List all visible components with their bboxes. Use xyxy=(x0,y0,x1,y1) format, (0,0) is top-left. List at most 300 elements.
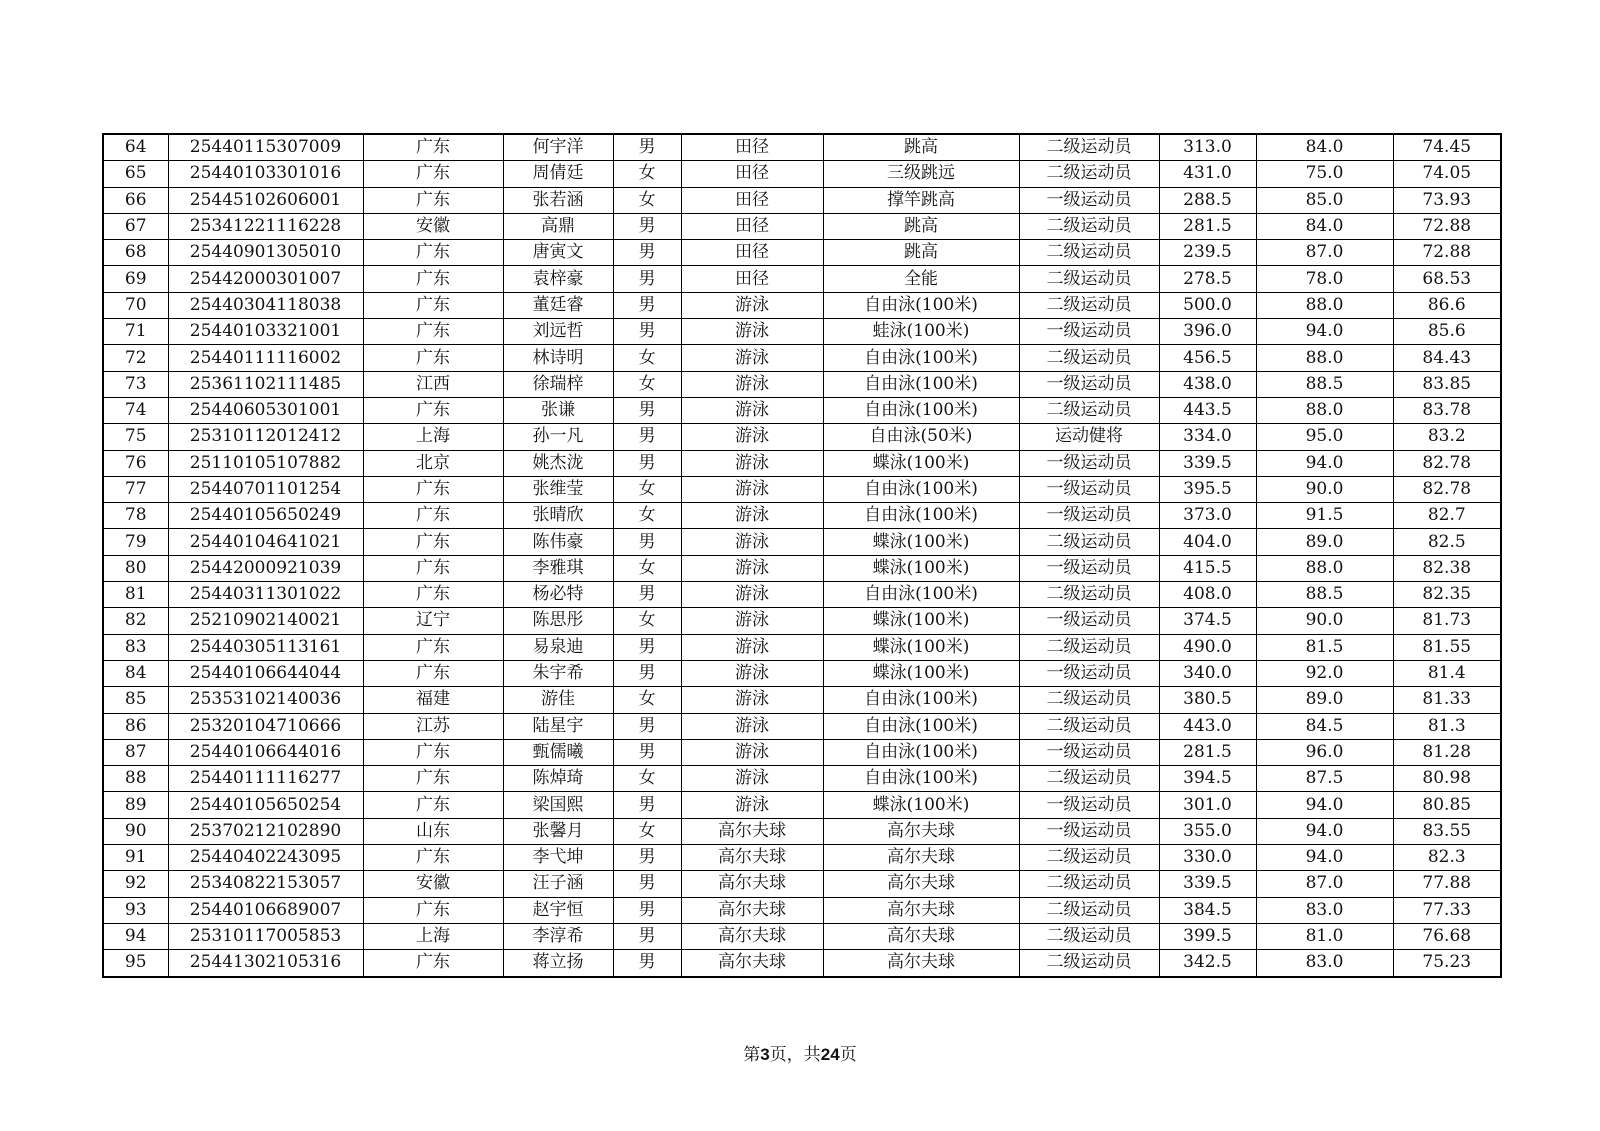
gender-cell: 女 xyxy=(613,555,681,581)
name-cell: 陈思彤 xyxy=(503,608,613,634)
name-cell: 张晴欣 xyxy=(503,503,613,529)
event-cell: 蝶泳(100米) xyxy=(823,450,1019,476)
final-score-cell: 82.7 xyxy=(1393,503,1501,529)
id-number-cell: 25440106644044 xyxy=(168,660,363,686)
sport-cell: 游泳 xyxy=(681,713,823,739)
id-number-cell: 25440105650254 xyxy=(168,792,363,818)
table-row xyxy=(103,555,1501,581)
province-cell: 广东 xyxy=(363,319,503,345)
footer-suffix: 页 xyxy=(839,1045,857,1065)
sport-cell: 游泳 xyxy=(681,292,823,318)
test-score-cell: 94.0 xyxy=(1256,792,1393,818)
row-number-cell: 64 xyxy=(103,134,168,161)
name-cell: 董廷睿 xyxy=(503,292,613,318)
gender-cell: 男 xyxy=(613,240,681,266)
event-cell: 自由泳(100米) xyxy=(823,345,1019,371)
table-row xyxy=(103,950,1501,977)
score-cell: 355.0 xyxy=(1159,818,1256,844)
test-score-cell: 83.0 xyxy=(1256,950,1393,977)
sport-cell: 田径 xyxy=(681,240,823,266)
id-number-cell: 25442000921039 xyxy=(168,555,363,581)
gender-cell: 男 xyxy=(613,424,681,450)
sport-cell: 游泳 xyxy=(681,687,823,713)
table-row xyxy=(103,582,1501,608)
athlete-level-cell: 二级运动员 xyxy=(1019,397,1159,423)
gender-cell: 男 xyxy=(613,397,681,423)
row-number-cell: 91 xyxy=(103,845,168,871)
event-cell: 自由泳(100米) xyxy=(823,503,1019,529)
score-cell: 490.0 xyxy=(1159,634,1256,660)
sport-cell: 田径 xyxy=(681,266,823,292)
province-cell: 广东 xyxy=(363,555,503,581)
table-row xyxy=(103,345,1501,371)
id-number-cell: 25440605301001 xyxy=(168,397,363,423)
event-cell: 高尔夫球 xyxy=(823,897,1019,923)
score-cell: 313.0 xyxy=(1159,134,1256,161)
athlete-level-cell: 一级运动员 xyxy=(1019,739,1159,765)
province-cell: 广东 xyxy=(363,476,503,502)
name-cell: 易泉迪 xyxy=(503,634,613,660)
name-cell: 李弋坤 xyxy=(503,845,613,871)
results-table xyxy=(102,133,1502,978)
final-score-cell: 85.6 xyxy=(1393,319,1501,345)
final-score-cell: 84.43 xyxy=(1393,345,1501,371)
final-score-cell: 80.85 xyxy=(1393,792,1501,818)
province-cell: 广东 xyxy=(363,792,503,818)
score-cell: 281.5 xyxy=(1159,739,1256,765)
sport-cell: 游泳 xyxy=(681,397,823,423)
row-number-cell: 92 xyxy=(103,871,168,897)
name-cell: 游佳 xyxy=(503,687,613,713)
test-score-cell: 81.0 xyxy=(1256,923,1393,949)
table-row xyxy=(103,187,1501,213)
table-row xyxy=(103,608,1501,634)
sport-cell: 田径 xyxy=(681,187,823,213)
sport-cell: 游泳 xyxy=(681,424,823,450)
gender-cell: 男 xyxy=(613,792,681,818)
table-row xyxy=(103,792,1501,818)
sport-cell: 田径 xyxy=(681,213,823,239)
event-cell: 蝶泳(100米) xyxy=(823,634,1019,660)
sport-cell: 高尔夫球 xyxy=(681,950,823,977)
sport-cell: 游泳 xyxy=(681,660,823,686)
province-cell: 广东 xyxy=(363,397,503,423)
final-score-cell: 77.88 xyxy=(1393,871,1501,897)
final-score-cell: 72.88 xyxy=(1393,213,1501,239)
id-number-cell: 25210902140021 xyxy=(168,608,363,634)
province-cell: 安徽 xyxy=(363,871,503,897)
event-cell: 全能 xyxy=(823,266,1019,292)
final-score-cell: 83.55 xyxy=(1393,818,1501,844)
event-cell: 蝶泳(100米) xyxy=(823,792,1019,818)
test-score-cell: 91.5 xyxy=(1256,503,1393,529)
province-cell: 北京 xyxy=(363,450,503,476)
id-number-cell: 25440106689007 xyxy=(168,897,363,923)
name-cell: 蒋立扬 xyxy=(503,950,613,977)
row-number-cell: 94 xyxy=(103,923,168,949)
name-cell: 张馨月 xyxy=(503,818,613,844)
score-cell: 404.0 xyxy=(1159,529,1256,555)
test-score-cell: 92.0 xyxy=(1256,660,1393,686)
athlete-level-cell: 二级运动员 xyxy=(1019,582,1159,608)
athlete-level-cell: 二级运动员 xyxy=(1019,713,1159,739)
id-number-cell: 25440103301016 xyxy=(168,161,363,187)
score-cell: 278.5 xyxy=(1159,266,1256,292)
athlete-level-cell: 二级运动员 xyxy=(1019,529,1159,555)
score-cell: 330.0 xyxy=(1159,845,1256,871)
name-cell: 朱宇希 xyxy=(503,660,613,686)
final-score-cell: 75.23 xyxy=(1393,950,1501,977)
score-cell: 342.5 xyxy=(1159,950,1256,977)
id-number-cell: 25441302105316 xyxy=(168,950,363,977)
id-number-cell: 25353102140036 xyxy=(168,687,363,713)
athlete-level-cell: 二级运动员 xyxy=(1019,897,1159,923)
athlete-level-cell: 一级运动员 xyxy=(1019,450,1159,476)
gender-cell: 男 xyxy=(613,845,681,871)
test-score-cell: 90.0 xyxy=(1256,608,1393,634)
id-number-cell: 25440106644016 xyxy=(168,739,363,765)
row-number-cell: 76 xyxy=(103,450,168,476)
id-number-cell: 25440103321001 xyxy=(168,319,363,345)
test-score-cell: 85.0 xyxy=(1256,187,1393,213)
province-cell: 广东 xyxy=(363,240,503,266)
score-cell: 438.0 xyxy=(1159,371,1256,397)
table-row xyxy=(103,424,1501,450)
score-cell: 288.5 xyxy=(1159,187,1256,213)
gender-cell: 女 xyxy=(613,345,681,371)
gender-cell: 男 xyxy=(613,134,681,161)
event-cell: 自由泳(100米) xyxy=(823,397,1019,423)
province-cell: 上海 xyxy=(363,923,503,949)
score-cell: 380.5 xyxy=(1159,687,1256,713)
athlete-level-cell: 一级运动员 xyxy=(1019,371,1159,397)
test-score-cell: 78.0 xyxy=(1256,266,1393,292)
name-cell: 林诗明 xyxy=(503,345,613,371)
name-cell: 陆星宇 xyxy=(503,713,613,739)
id-number-cell: 25440104641021 xyxy=(168,529,363,555)
table-row xyxy=(103,660,1501,686)
athlete-level-cell: 运动健将 xyxy=(1019,424,1159,450)
sport-cell: 游泳 xyxy=(681,503,823,529)
athlete-level-cell: 二级运动员 xyxy=(1019,240,1159,266)
score-cell: 408.0 xyxy=(1159,582,1256,608)
name-cell: 杨必特 xyxy=(503,582,613,608)
athlete-level-cell: 一级运动员 xyxy=(1019,187,1159,213)
test-score-cell: 88.0 xyxy=(1256,292,1393,318)
test-score-cell: 89.0 xyxy=(1256,529,1393,555)
table-row xyxy=(103,476,1501,502)
event-cell: 跳高 xyxy=(823,213,1019,239)
sport-cell: 游泳 xyxy=(681,450,823,476)
final-score-cell: 83.2 xyxy=(1393,424,1501,450)
id-number-cell: 25445102606001 xyxy=(168,187,363,213)
row-number-cell: 81 xyxy=(103,582,168,608)
province-cell: 辽宁 xyxy=(363,608,503,634)
id-number-cell: 25440115307009 xyxy=(168,134,363,161)
id-number-cell: 25361102111485 xyxy=(168,371,363,397)
event-cell: 自由泳(100米) xyxy=(823,766,1019,792)
row-number-cell: 90 xyxy=(103,818,168,844)
table-row xyxy=(103,266,1501,292)
province-cell: 安徽 xyxy=(363,213,503,239)
gender-cell: 男 xyxy=(613,582,681,608)
row-number-cell: 79 xyxy=(103,529,168,555)
id-number-cell: 25440111116277 xyxy=(168,766,363,792)
final-score-cell: 82.78 xyxy=(1393,450,1501,476)
gender-cell: 女 xyxy=(613,187,681,213)
event-cell: 自由泳(100米) xyxy=(823,713,1019,739)
athlete-level-cell: 二级运动员 xyxy=(1019,134,1159,161)
test-score-cell: 94.0 xyxy=(1256,845,1393,871)
row-number-cell: 66 xyxy=(103,187,168,213)
table-row xyxy=(103,897,1501,923)
gender-cell: 男 xyxy=(613,292,681,318)
final-score-cell: 77.33 xyxy=(1393,897,1501,923)
score-cell: 415.5 xyxy=(1159,555,1256,581)
name-cell: 陈焯琦 xyxy=(503,766,613,792)
name-cell: 李雅琪 xyxy=(503,555,613,581)
province-cell: 广东 xyxy=(363,660,503,686)
province-cell: 广东 xyxy=(363,845,503,871)
name-cell: 唐寅文 xyxy=(503,240,613,266)
footer-middle: 页，共 xyxy=(769,1045,821,1065)
gender-cell: 女 xyxy=(613,476,681,502)
name-cell: 梁国熙 xyxy=(503,792,613,818)
final-score-cell: 81.33 xyxy=(1393,687,1501,713)
name-cell: 何宇洋 xyxy=(503,134,613,161)
athlete-level-cell: 一级运动员 xyxy=(1019,555,1159,581)
province-cell: 山东 xyxy=(363,818,503,844)
gender-cell: 女 xyxy=(613,161,681,187)
table-row xyxy=(103,213,1501,239)
event-cell: 蝶泳(100米) xyxy=(823,660,1019,686)
sport-cell: 游泳 xyxy=(681,792,823,818)
test-score-cell: 94.0 xyxy=(1256,450,1393,476)
row-number-cell: 88 xyxy=(103,766,168,792)
sport-cell: 游泳 xyxy=(681,582,823,608)
gender-cell: 男 xyxy=(613,897,681,923)
province-cell: 广东 xyxy=(363,503,503,529)
sport-cell: 游泳 xyxy=(681,634,823,660)
test-score-cell: 88.5 xyxy=(1256,582,1393,608)
final-score-cell: 82.78 xyxy=(1393,476,1501,502)
table-row xyxy=(103,766,1501,792)
athlete-level-cell: 一级运动员 xyxy=(1019,319,1159,345)
table-row xyxy=(103,161,1501,187)
event-cell: 三级跳远 xyxy=(823,161,1019,187)
athlete-level-cell: 二级运动员 xyxy=(1019,213,1159,239)
final-score-cell: 83.85 xyxy=(1393,371,1501,397)
event-cell: 跳高 xyxy=(823,134,1019,161)
sport-cell: 游泳 xyxy=(681,345,823,371)
table-row xyxy=(103,134,1501,161)
row-number-cell: 74 xyxy=(103,397,168,423)
row-number-cell: 82 xyxy=(103,608,168,634)
test-score-cell: 95.0 xyxy=(1256,424,1393,450)
event-cell: 撑竿跳高 xyxy=(823,187,1019,213)
athlete-level-cell: 一级运动员 xyxy=(1019,792,1159,818)
gender-cell: 女 xyxy=(613,371,681,397)
score-cell: 374.5 xyxy=(1159,608,1256,634)
gender-cell: 女 xyxy=(613,687,681,713)
gender-cell: 男 xyxy=(613,950,681,977)
sport-cell: 游泳 xyxy=(681,766,823,792)
page-footer xyxy=(0,1040,1600,1065)
row-number-cell: 71 xyxy=(103,319,168,345)
score-cell: 239.5 xyxy=(1159,240,1256,266)
final-score-cell: 81.3 xyxy=(1393,713,1501,739)
test-score-cell: 88.0 xyxy=(1256,397,1393,423)
row-number-cell: 69 xyxy=(103,266,168,292)
sport-cell: 高尔夫球 xyxy=(681,818,823,844)
score-cell: 399.5 xyxy=(1159,923,1256,949)
final-score-cell: 81.55 xyxy=(1393,634,1501,660)
score-cell: 395.5 xyxy=(1159,476,1256,502)
footer-total-pages: 24 xyxy=(820,1045,840,1064)
score-cell: 396.0 xyxy=(1159,319,1256,345)
gender-cell: 男 xyxy=(613,660,681,686)
athlete-level-cell: 二级运动员 xyxy=(1019,950,1159,977)
event-cell: 高尔夫球 xyxy=(823,923,1019,949)
final-score-cell: 81.4 xyxy=(1393,660,1501,686)
table-row xyxy=(103,240,1501,266)
athlete-level-cell: 一级运动员 xyxy=(1019,608,1159,634)
sport-cell: 游泳 xyxy=(681,319,823,345)
id-number-cell: 25110105107882 xyxy=(168,450,363,476)
table-row xyxy=(103,292,1501,318)
name-cell: 甄儒曦 xyxy=(503,739,613,765)
row-number-cell: 73 xyxy=(103,371,168,397)
row-number-cell: 86 xyxy=(103,713,168,739)
province-cell: 广东 xyxy=(363,739,503,765)
id-number-cell: 25440105650249 xyxy=(168,503,363,529)
sport-cell: 游泳 xyxy=(681,555,823,581)
table-row xyxy=(103,871,1501,897)
row-number-cell: 68 xyxy=(103,240,168,266)
athlete-level-cell: 二级运动员 xyxy=(1019,292,1159,318)
table-body xyxy=(103,134,1501,977)
sport-cell: 田径 xyxy=(681,161,823,187)
province-cell: 广东 xyxy=(363,950,503,977)
test-score-cell: 88.0 xyxy=(1256,555,1393,581)
id-number-cell: 25440111116002 xyxy=(168,345,363,371)
sport-cell: 游泳 xyxy=(681,608,823,634)
table-row xyxy=(103,818,1501,844)
gender-cell: 男 xyxy=(613,213,681,239)
athlete-level-cell: 一级运动员 xyxy=(1019,503,1159,529)
row-number-cell: 84 xyxy=(103,660,168,686)
final-score-cell: 83.78 xyxy=(1393,397,1501,423)
id-number-cell: 25440311301022 xyxy=(168,582,363,608)
name-cell: 周倩廷 xyxy=(503,161,613,187)
score-cell: 500.0 xyxy=(1159,292,1256,318)
final-score-cell: 82.5 xyxy=(1393,529,1501,555)
test-score-cell: 84.0 xyxy=(1256,213,1393,239)
name-cell: 汪子涵 xyxy=(503,871,613,897)
test-score-cell: 84.0 xyxy=(1256,134,1393,161)
gender-cell: 女 xyxy=(613,766,681,792)
sport-cell: 高尔夫球 xyxy=(681,845,823,871)
athlete-level-cell: 一级运动员 xyxy=(1019,818,1159,844)
province-cell: 广东 xyxy=(363,345,503,371)
footer-current-page: 3 xyxy=(760,1045,770,1064)
score-cell: 373.0 xyxy=(1159,503,1256,529)
score-cell: 394.5 xyxy=(1159,766,1256,792)
sport-cell: 高尔夫球 xyxy=(681,897,823,923)
sport-cell: 游泳 xyxy=(681,739,823,765)
score-cell: 301.0 xyxy=(1159,792,1256,818)
final-score-cell: 68.53 xyxy=(1393,266,1501,292)
event-cell: 蝶泳(100米) xyxy=(823,608,1019,634)
final-score-cell: 82.3 xyxy=(1393,845,1501,871)
province-cell: 上海 xyxy=(363,424,503,450)
final-score-cell: 82.35 xyxy=(1393,582,1501,608)
table-row xyxy=(103,371,1501,397)
row-number-cell: 65 xyxy=(103,161,168,187)
athlete-level-cell: 二级运动员 xyxy=(1019,923,1159,949)
test-score-cell: 88.0 xyxy=(1256,345,1393,371)
score-cell: 281.5 xyxy=(1159,213,1256,239)
score-cell: 340.0 xyxy=(1159,660,1256,686)
final-score-cell: 74.45 xyxy=(1393,134,1501,161)
event-cell: 蝶泳(100米) xyxy=(823,529,1019,555)
athlete-level-cell: 二级运动员 xyxy=(1019,687,1159,713)
id-number-cell: 25440402243095 xyxy=(168,845,363,871)
name-cell: 徐瑞梓 xyxy=(503,371,613,397)
row-number-cell: 77 xyxy=(103,476,168,502)
table-row xyxy=(103,503,1501,529)
final-score-cell: 81.73 xyxy=(1393,608,1501,634)
athlete-level-cell: 二级运动员 xyxy=(1019,345,1159,371)
table-row xyxy=(103,687,1501,713)
row-number-cell: 95 xyxy=(103,950,168,977)
province-cell: 福建 xyxy=(363,687,503,713)
event-cell: 自由泳(100米) xyxy=(823,371,1019,397)
row-number-cell: 89 xyxy=(103,792,168,818)
event-cell: 自由泳(50米) xyxy=(823,424,1019,450)
score-cell: 456.5 xyxy=(1159,345,1256,371)
athlete-level-cell: 二级运动员 xyxy=(1019,634,1159,660)
athlete-level-cell: 二级运动员 xyxy=(1019,845,1159,871)
name-cell: 刘远哲 xyxy=(503,319,613,345)
event-cell: 高尔夫球 xyxy=(823,818,1019,844)
event-cell: 跳高 xyxy=(823,240,1019,266)
test-score-cell: 83.0 xyxy=(1256,897,1393,923)
gender-cell: 男 xyxy=(613,634,681,660)
final-score-cell: 74.05 xyxy=(1393,161,1501,187)
test-score-cell: 84.5 xyxy=(1256,713,1393,739)
sport-cell: 游泳 xyxy=(681,371,823,397)
test-score-cell: 94.0 xyxy=(1256,319,1393,345)
final-score-cell: 80.98 xyxy=(1393,766,1501,792)
final-score-cell: 86.6 xyxy=(1393,292,1501,318)
test-score-cell: 89.0 xyxy=(1256,687,1393,713)
event-cell: 自由泳(100米) xyxy=(823,476,1019,502)
gender-cell: 男 xyxy=(613,871,681,897)
test-score-cell: 90.0 xyxy=(1256,476,1393,502)
event-cell: 高尔夫球 xyxy=(823,845,1019,871)
id-number-cell: 25310112012412 xyxy=(168,424,363,450)
final-score-cell: 73.93 xyxy=(1393,187,1501,213)
sport-cell: 高尔夫球 xyxy=(681,871,823,897)
name-cell: 张若涵 xyxy=(503,187,613,213)
gender-cell: 男 xyxy=(613,739,681,765)
row-number-cell: 70 xyxy=(103,292,168,318)
province-cell: 广东 xyxy=(363,634,503,660)
table-row xyxy=(103,529,1501,555)
final-score-cell: 82.38 xyxy=(1393,555,1501,581)
event-cell: 高尔夫球 xyxy=(823,950,1019,977)
